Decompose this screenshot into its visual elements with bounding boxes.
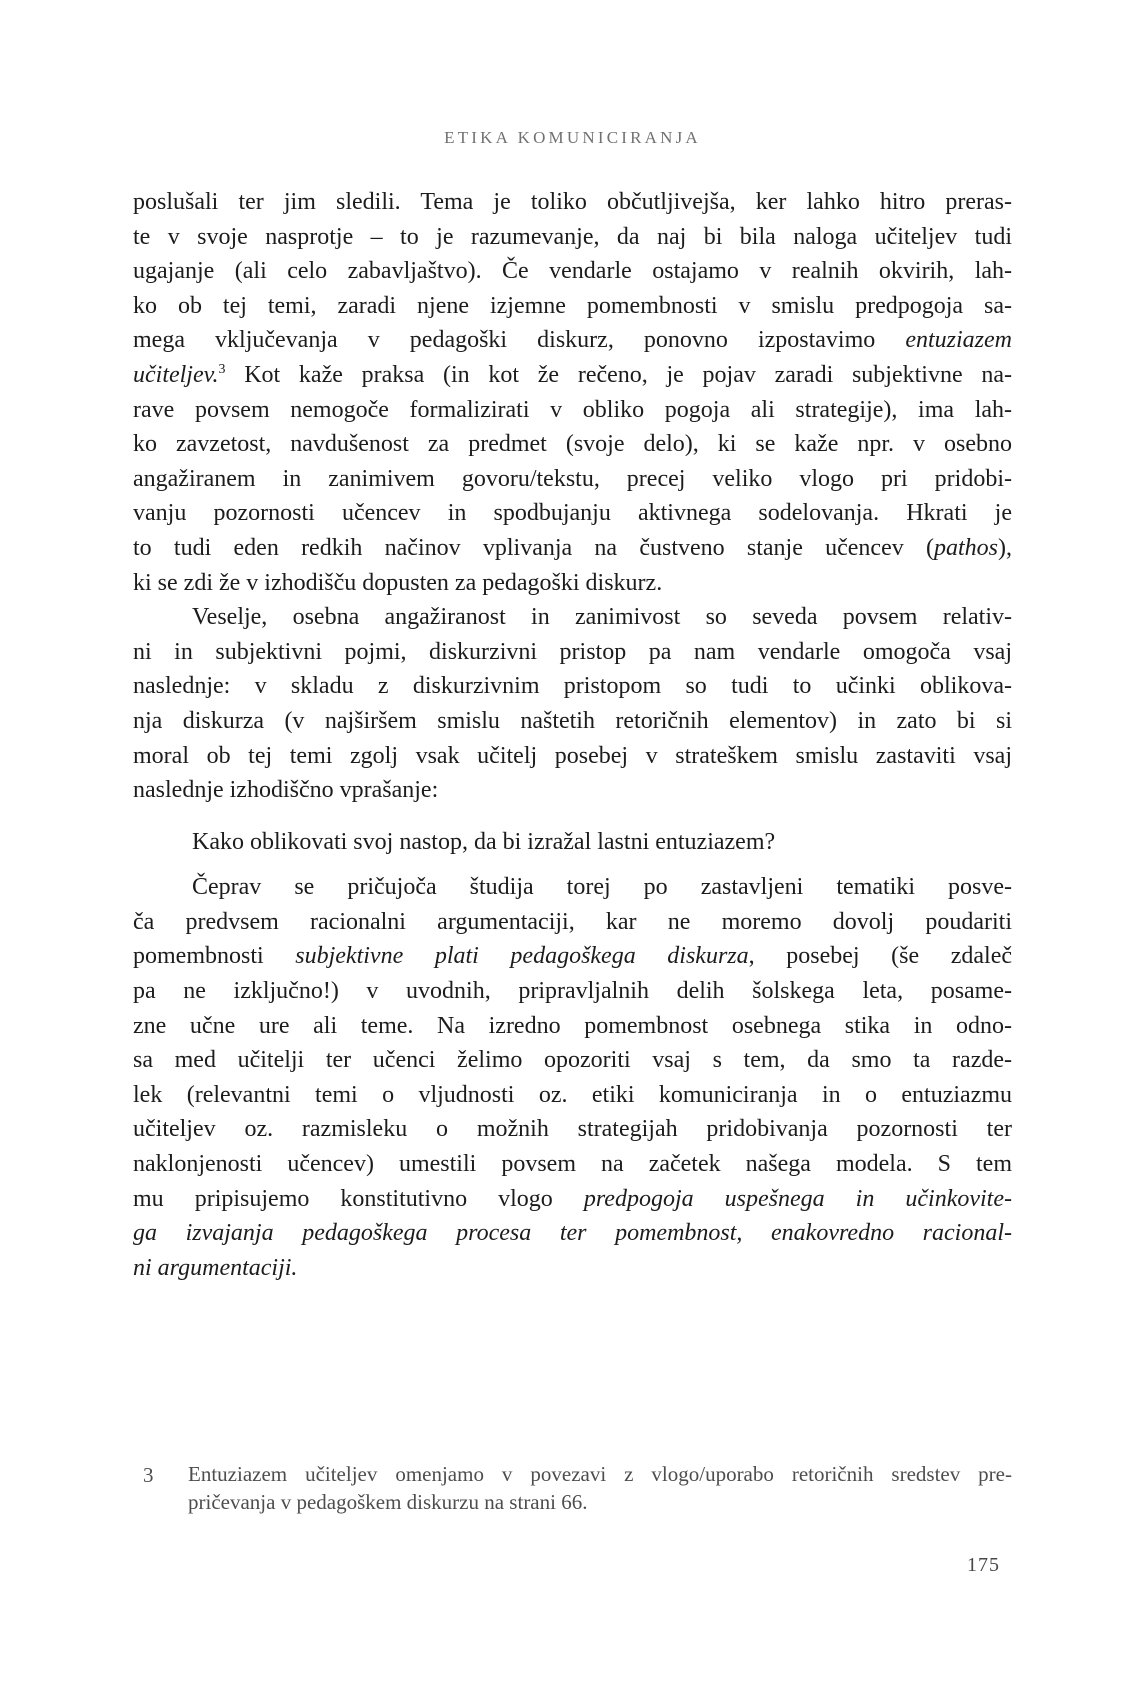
text-line bbox=[133, 1112, 1012, 1147]
text-line bbox=[133, 1043, 1012, 1078]
text-line bbox=[133, 220, 1012, 255]
text-segment: pathos bbox=[933, 534, 998, 561]
body-text bbox=[133, 185, 1012, 1285]
text-segment: Kako oblikovati svoj nastop, da bi izražal lastni entuziazem? bbox=[192, 828, 776, 855]
text-segment: Čeprav se pričujoča študija torej po zastavljeni tematiki posve- bbox=[192, 874, 1012, 901]
text-segment: Veselje, osebna angažiranost in zanimivost so seveda povsem relativ- bbox=[192, 604, 1012, 631]
text-segment: to tudi eden redkih načinov vplivanja na čustveno stanje učencev ( bbox=[133, 534, 934, 561]
text-segment: predpogoja uspešnega in učinkovite- bbox=[583, 1185, 1012, 1212]
text-line bbox=[188, 1461, 1012, 1489]
text-segment: rave povsem nemogoče formalizirati v obliko pogoja ali strategije), ima lah- bbox=[133, 396, 1012, 423]
text-segment: pa ne izključno!) v uvodnih, pripravljalnih delih šolskega leta, posame- bbox=[133, 978, 1012, 1005]
text-line bbox=[133, 496, 1012, 531]
text-segment: moral ob tej temi zgolj vsak učitelj posebej v strateškem smislu zastaviti vsaj bbox=[133, 742, 1012, 769]
text-segment: mu pripisujemo konstitutivno vlogo bbox=[133, 1185, 584, 1212]
text-segment: naslednje izhodiščno vprašanje: bbox=[133, 777, 439, 804]
text-line bbox=[133, 1147, 1012, 1182]
text-line bbox=[133, 974, 1012, 1009]
text-segment: mega vključevanja v pedagoški diskurz, ponovno izpostavimo bbox=[133, 327, 906, 354]
text-line bbox=[133, 635, 1012, 670]
text-segment: ni in subjektivni pojmi, diskurzivni pristop pa nam vendarle omogoča vsaj bbox=[133, 638, 1012, 665]
text-column bbox=[133, 0, 1012, 1684]
text-segment: nja diskurza (v najširšem smislu naštetih retoričnih elementov) in zato bi si bbox=[133, 707, 1012, 734]
text-line bbox=[133, 669, 1012, 704]
text-segment: ga izvajanja pedagoškega procesa ter pomembnost, enakovredno racional- bbox=[133, 1220, 1012, 1247]
text-segment: angažiranem in zanimivem govoru/tekstu, precej veliko vlogo pri pridobi- bbox=[133, 465, 1012, 492]
text-line bbox=[133, 825, 1012, 860]
text-line bbox=[133, 462, 1012, 497]
text-line bbox=[133, 939, 1012, 974]
text-line bbox=[133, 358, 1012, 393]
text-line bbox=[133, 905, 1012, 940]
text-segment: ugajanje (ali celo zabavljaštvo). Če vendarle ostajamo v realnih okvirih, lah- bbox=[133, 258, 1012, 285]
text-line bbox=[133, 1216, 1012, 1251]
paragraph bbox=[133, 870, 1012, 1285]
text-line bbox=[133, 1251, 1012, 1286]
text-segment: učiteljev oz. razmisleku o možnih strategijah pridobivanja pozornosti ter bbox=[133, 1116, 1012, 1143]
text-line bbox=[133, 600, 1012, 635]
footnote-reference: 3 bbox=[218, 361, 226, 377]
text-line bbox=[133, 531, 1012, 566]
text-segment: učiteljev. bbox=[133, 361, 219, 388]
running-header: ETIKA KOMUNICIRANJA bbox=[444, 128, 701, 147]
text-segment: subjektivne plati pedagoškega diskurza bbox=[295, 943, 749, 970]
text-line bbox=[133, 1182, 1012, 1217]
text-line bbox=[133, 289, 1012, 324]
text-segment: ča predvsem racionalni argumentaciji, kar ne moremo dovolj poudariti bbox=[133, 908, 1012, 935]
text-line bbox=[133, 739, 1012, 774]
text-segment: lek (relevantni temi o vljudnosti oz. etiki komuniciranja in o entuziazmu bbox=[133, 1081, 1012, 1108]
text-line bbox=[133, 566, 1012, 601]
paragraph bbox=[133, 600, 1012, 808]
text-line bbox=[188, 1489, 1012, 1517]
text-segment: ko ob tej temi, zaradi njene izjemne pomembnosti v smislu predpogoja sa- bbox=[133, 292, 1012, 319]
text-line bbox=[133, 323, 1012, 358]
text-line bbox=[133, 185, 1012, 220]
text-segment: ko zavzetost, navdušenost za predmet (svoje delo), ki se kaže npr. v osebno bbox=[133, 431, 1012, 458]
text-segment: pričevanja v pedagoškem diskurzu na strani 66. bbox=[188, 1489, 588, 1514]
text-segment: sa med učitelji ter učenci želimo opozoriti vsaj s tem, da smo ta razde- bbox=[133, 1047, 1012, 1074]
text-segment: ni argumentaciji. bbox=[133, 1254, 298, 1281]
text-segment: , posebej (še zdaleč bbox=[748, 943, 1012, 970]
footnote-text bbox=[188, 1461, 1012, 1516]
text-segment: ), bbox=[998, 534, 1012, 561]
text-line bbox=[133, 393, 1012, 428]
quote-paragraph bbox=[133, 825, 1012, 860]
text-segment: Kot kaže praksa (in kot že rečeno, je pojav zaradi subjektivne na- bbox=[225, 361, 1012, 388]
text-segment: naklonjenosti učencev) umestili povsem na začetek našega modela. S tem bbox=[133, 1151, 1012, 1178]
text-line bbox=[133, 427, 1012, 462]
text-line bbox=[133, 1009, 1012, 1044]
text-line bbox=[133, 254, 1012, 289]
text-line bbox=[133, 1078, 1012, 1113]
footnote-number: 3 bbox=[143, 1463, 154, 1487]
text-segment: poslušali ter jim sledili. Tema je toliko občutljivejša, ker lahko hitro preras- bbox=[133, 189, 1012, 215]
footnote bbox=[133, 1461, 1012, 1516]
text-line bbox=[133, 773, 1012, 808]
text-segment: te v svoje nasprotje – to je razumevanje, da naj bi bila naloga učiteljev tudi bbox=[133, 223, 1012, 250]
page-number: 175 bbox=[967, 1554, 1000, 1576]
text-segment: entuziazem bbox=[905, 327, 1012, 354]
text-line bbox=[133, 704, 1012, 739]
text-segment: naslednje: v skladu z diskurzivnim pristopom so tudi to učinki oblikova- bbox=[133, 673, 1012, 700]
paragraph bbox=[133, 185, 1012, 600]
text-segment: vanju pozornosti učencev in spodbujanju aktivnega sodelovanja. Hkrati je bbox=[133, 500, 1012, 527]
text-segment: pomembnosti bbox=[133, 943, 296, 970]
text-segment: zne učne ure ali teme. Na izredno pomembnost osebnega stika in odno- bbox=[133, 1012, 1012, 1039]
text-segment: Entuziazem učiteljev omenjamo v povezavi z vlogo/uporabo retoričnih sredstev pre- bbox=[188, 1462, 1012, 1486]
text-segment: ki se zdi že v izhodišču dopusten za pedagoški diskurz. bbox=[133, 569, 663, 596]
text-line bbox=[133, 870, 1012, 905]
